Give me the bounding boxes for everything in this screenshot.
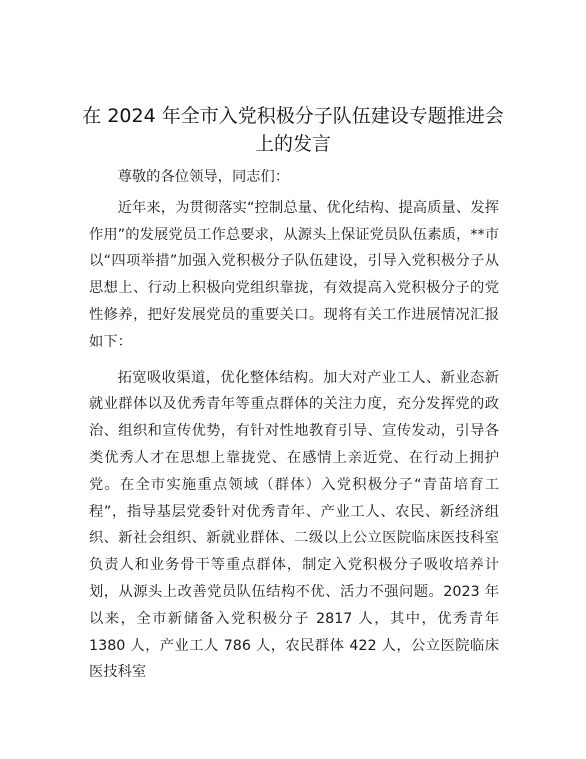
- document-body: [89, 164, 499, 686]
- greeting-paragraph: 尊敬的各位领导，同志们：: [117, 169, 290, 185]
- document-title: 在 2024 年全市入党积极分子队伍建设专题推进会上的发言: [82, 105, 504, 155]
- body-paragraph: 拓宽吸收渠道，优化整体结构。加大对产业工人、新业态新就业群体以及优秀青年等重点群体的关注力度，充分发挥党的政治、组织和宣传优势，有针对性地教育引导、宣传发动，引导各类优秀人才在思想上靠拢党、在感情上亲近党、在行动上拥护党。在全市实施重点领域（群体）入党积极分子“青苗培育工程”，指导基层党委针对优秀青年、产业工人、农民、新经济组织、新社会组织、新就业群体、二级以上公立医院临床医技科室负责人和业务骨干等重点群体，制定入党积极分子吸收培养计划，从源头上改善党员队伍结构不优、活力不强问题。2023 年以来，全市新储备入党积极分子 2817 人，其中，优秀青年 1380 人，产业工人 786 人，农民群体 422 人，公立医院临床医技科室: [89, 369, 499, 681]
- intro-paragraph: 近年来，为贯彻落实“控制总量、优化结构、提高质量、发挥作用”的发展党员工作总要求，从源头上保证党员队伍素质，**市以“四项举措”加强入党积极分子队伍建设，引导入党积极分子从思想上、行动上积极向党组织靠拢，有效提高入党积极分子的党性修养，把好发展党员的重要关口。现将有关工作进展情况汇报如下：: [89, 199, 499, 350]
